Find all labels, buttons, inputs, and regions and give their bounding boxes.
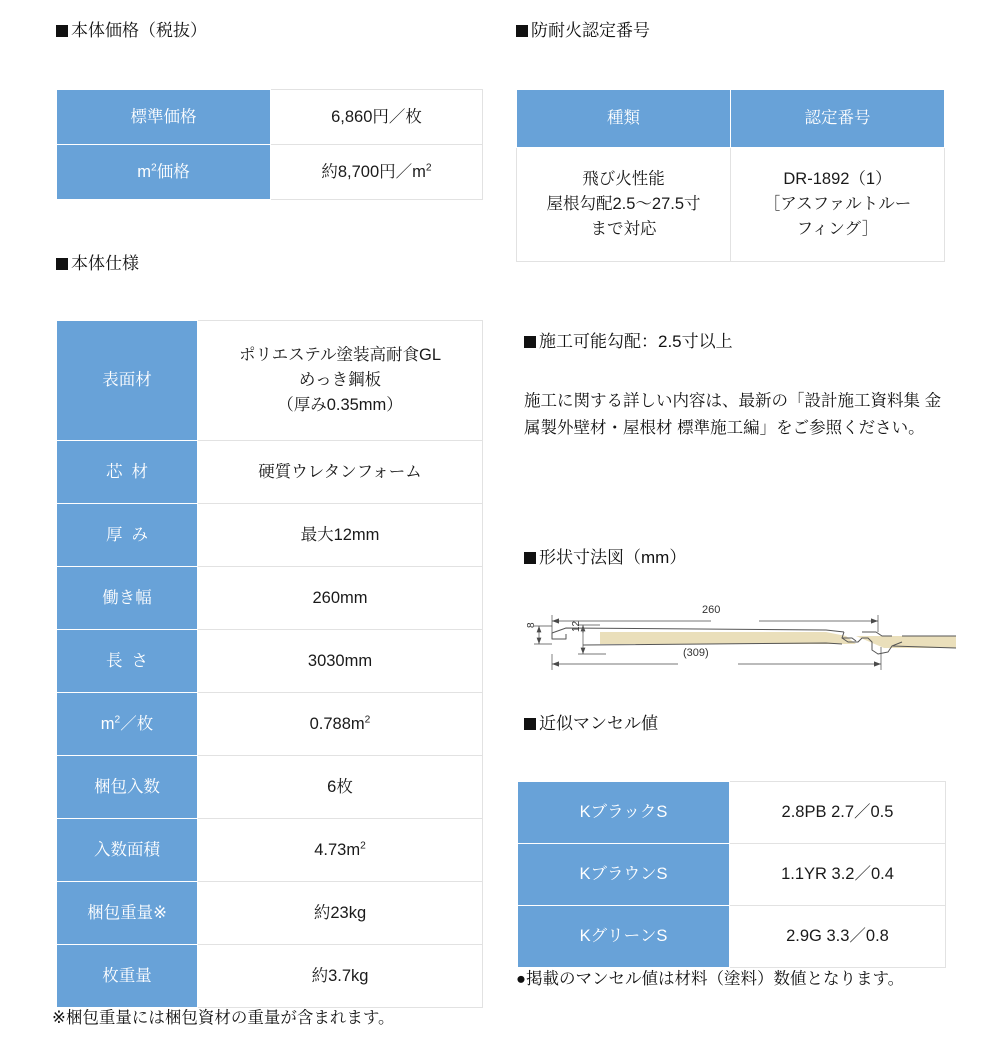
munsell-footnote xyxy=(516,966,946,993)
munsell-footnote-text: ●掲載のマンセル値は材料（塗料）数値となります。 xyxy=(516,970,905,988)
spec-row-label: $m^2/$枚 xyxy=(57,693,198,756)
spec-heading-text: 本体仕様 xyxy=(71,254,139,273)
table-row xyxy=(57,882,483,945)
fire-header-number: 認定番号 xyxy=(731,90,945,148)
table-row xyxy=(57,567,483,630)
table-row xyxy=(57,693,483,756)
table-row xyxy=(57,145,483,200)
munsell-value-table xyxy=(517,781,946,968)
table-row xyxy=(518,844,946,906)
fire-certification-table xyxy=(516,89,945,262)
installation-note: 施工に関する詳しい内容は、最新の「設計施工資料集 金属製外壁材・屋根材 標準施工編」をご参照ください。 xyxy=(524,392,942,437)
price-section-heading xyxy=(56,19,207,43)
bullet-square-icon xyxy=(56,25,68,37)
munsell-row-label: KグリーンS xyxy=(518,906,730,968)
price-row-label: $m^2$価格 xyxy=(57,145,271,200)
dimension-label-309: (309) xyxy=(683,647,709,659)
spec-row-label: 入数面積 xyxy=(57,819,198,882)
dimension-label-12: 12 xyxy=(571,620,582,632)
spec-row-label: 働き幅 xyxy=(57,567,198,630)
spec-row-value: $4.73m^2$ xyxy=(198,819,483,882)
cross-section-figure xyxy=(526,592,958,674)
munsell-row-label: KブラックS xyxy=(518,782,730,844)
table-row xyxy=(57,819,483,882)
bullet-square-icon xyxy=(516,25,528,37)
spec-row-value: 硬質ウレタンフォーム xyxy=(198,441,483,504)
table-row xyxy=(518,782,946,844)
spec-row-value: 260mm xyxy=(198,567,483,630)
munsell-row-value: 2.8PB 2.7／0.5 xyxy=(730,782,946,844)
spec-row-label: 表面材 xyxy=(57,321,198,441)
table-row xyxy=(57,630,483,693)
spec-row-value: 最大12mm xyxy=(198,504,483,567)
spec-row-value: 約23kg xyxy=(198,882,483,945)
table-row xyxy=(57,504,483,567)
price-row-label: 標準価格 xyxy=(57,90,271,145)
munsell-row-value: 2.9G 3.3／0.8 xyxy=(730,906,946,968)
table-header-row xyxy=(517,90,945,148)
table-row xyxy=(57,441,483,504)
dimension-label-8: 8 xyxy=(526,622,537,628)
spec-row-value: ポリエステル塗装高耐食GL めっき鋼板 （厚み0.35mm） xyxy=(198,321,483,441)
fire-heading-text: 防耐火認定番号 xyxy=(531,21,650,40)
spec-row-value: 3030mm xyxy=(198,630,483,693)
spec-row-label: 芯材 xyxy=(57,441,198,504)
spec-row-label: 枚重量 xyxy=(57,945,198,1008)
munsell-section-heading xyxy=(524,712,658,736)
munsell-row-value: 1.1YR 3.2／0.4 xyxy=(730,844,946,906)
munsell-row-label: KブラウンS xyxy=(518,844,730,906)
bullet-square-icon xyxy=(524,336,536,348)
price-table xyxy=(56,89,483,200)
cross-section-drawing xyxy=(526,592,958,674)
spec-row-label: 長さ xyxy=(57,630,198,693)
spec-footnote: ※梱包重量には梱包資材の重量が含まれます。 xyxy=(52,1009,395,1027)
spec-section-heading xyxy=(56,252,139,276)
figure-section-heading xyxy=(524,546,686,570)
table-row xyxy=(57,945,483,1008)
munsell-heading-text: 近似マンセル値 xyxy=(539,714,658,733)
fire-row-number: DR-1892（1） ［アスファルトルー フィング］ xyxy=(731,148,945,262)
spec-row-label: 梱包重量※ xyxy=(57,882,198,945)
spec-row-label: 厚み xyxy=(57,504,198,567)
price-heading-text: 本体価格（税抜） xyxy=(71,21,207,40)
bullet-square-icon xyxy=(524,718,536,730)
table-row xyxy=(517,148,945,262)
spec-row-value: 約3.7kg xyxy=(198,945,483,1008)
slope-heading xyxy=(524,330,733,354)
specification-table xyxy=(56,320,483,1008)
table-row xyxy=(518,906,946,968)
fire-section-heading xyxy=(516,19,650,43)
price-row-value: 約8,700円$/m^2$ xyxy=(271,145,483,200)
fire-header-type: 種類 xyxy=(517,90,731,148)
fire-row-type: 飛び火性能 屋根勾配2.5〜27.5寸 まで対応 xyxy=(517,148,731,262)
spec-row-value: 6枚 xyxy=(198,756,483,819)
dimension-label-260: 260 xyxy=(702,604,721,616)
spec-row-label: 梱包入数 xyxy=(57,756,198,819)
table-row xyxy=(57,321,483,441)
slope-heading-text: 施工可能勾配：2.5寸以上 xyxy=(539,332,733,351)
price-row-value: 6,860円／枚 xyxy=(271,90,483,145)
spec-row-value: $0.788m^2$ xyxy=(198,693,483,756)
bullet-square-icon xyxy=(524,552,536,564)
table-row xyxy=(57,90,483,145)
figure-heading-text: 形状寸法図（mm） xyxy=(539,548,687,567)
bullet-square-icon xyxy=(56,258,68,270)
table-row xyxy=(57,756,483,819)
